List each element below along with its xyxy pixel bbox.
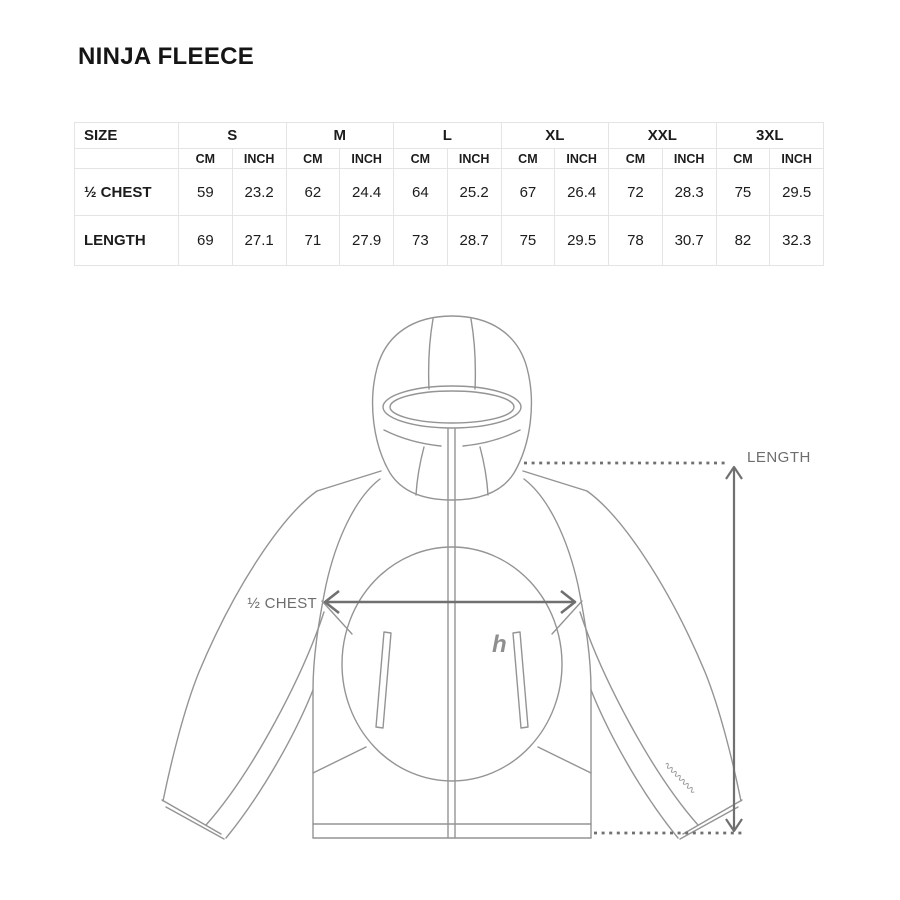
- unit-header-cm: CM: [394, 149, 448, 169]
- unit-header-cm: CM: [609, 149, 663, 169]
- measurement-value: 25.2: [447, 169, 501, 216]
- chest-dimension-arrow: [325, 591, 575, 613]
- length-dimension-arrow: [726, 467, 742, 831]
- unit-header-inch: INCH: [555, 149, 609, 169]
- chest-circle-seam: [342, 547, 562, 781]
- measurement-value: 73: [394, 216, 448, 266]
- measurement-value: 30.7: [662, 216, 716, 266]
- measurement-value: 71: [286, 216, 340, 266]
- measurement-value: 26.4: [555, 169, 609, 216]
- measurement-value: 23.2: [232, 169, 286, 216]
- measurement-value: 75: [716, 169, 770, 216]
- hood-outline: [373, 316, 532, 500]
- measurement-value: 75: [501, 216, 555, 266]
- zipper: [448, 429, 455, 838]
- measurement-value: 64: [394, 169, 448, 216]
- measurement-value: 27.1: [232, 216, 286, 266]
- left-cuff: [162, 800, 224, 839]
- measurement-value: 62: [286, 169, 340, 216]
- unit-header-cm: CM: [501, 149, 555, 169]
- hem-band: [313, 824, 591, 838]
- measurement-value: 69: [179, 216, 233, 266]
- size-header-m: M: [286, 123, 394, 149]
- jacket-seams: [162, 316, 742, 839]
- sleeve-script-logo: [666, 763, 694, 792]
- measurement-value: 67: [501, 169, 555, 216]
- product-title: NINJA FLEECE: [78, 43, 255, 70]
- size-header-3xl: 3XL: [716, 123, 824, 149]
- size-header-xl: XL: [501, 123, 609, 149]
- chest-logo: h: [492, 631, 507, 658]
- unit-header-cm: CM: [716, 149, 770, 169]
- row-label: ½ CHEST: [75, 169, 179, 216]
- measurement-value: 28.7: [447, 216, 501, 266]
- size-column-header: SIZE: [75, 123, 179, 149]
- unit-header-inch: INCH: [340, 149, 394, 169]
- unit-header-inch: INCH: [232, 149, 286, 169]
- right-pocket: [513, 632, 528, 728]
- unit-header-inch: INCH: [662, 149, 716, 169]
- measurement-value: 29.5: [555, 216, 609, 266]
- measurement-value: 82: [716, 216, 770, 266]
- measurement-value: 27.9: [340, 216, 394, 266]
- measurement-value: 72: [609, 169, 663, 216]
- unit-header-cm: CM: [286, 149, 340, 169]
- size-header-l: L: [394, 123, 502, 149]
- length-label: LENGTH: [747, 449, 811, 466]
- size-header-s: S: [179, 123, 287, 149]
- measurement-value: 28.3: [662, 169, 716, 216]
- measurement-value: 59: [179, 169, 233, 216]
- dimension-annotations: [325, 463, 746, 833]
- unit-header-inch: INCH: [770, 149, 824, 169]
- measurement-value: 29.5: [770, 169, 824, 216]
- unit-header-inch: INCH: [447, 149, 501, 169]
- measurement-value: 78: [609, 216, 663, 266]
- half-chest-label: ½ CHEST: [247, 595, 317, 612]
- hood-face-opening: [383, 386, 521, 428]
- size-header-xxl: XXL: [609, 123, 717, 149]
- left-pocket: [376, 632, 391, 728]
- row-label: LENGTH: [75, 216, 179, 266]
- measurement-value: 32.3: [770, 216, 824, 266]
- unit-header-cm: CM: [179, 149, 233, 169]
- measurement-value: 24.4: [340, 169, 394, 216]
